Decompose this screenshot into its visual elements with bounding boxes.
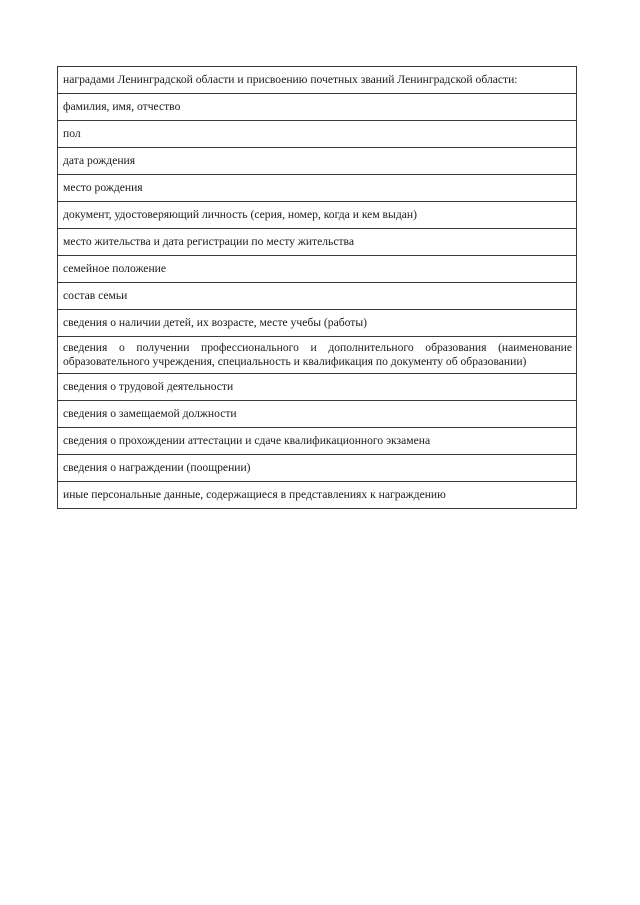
table-row <box>58 455 577 482</box>
table-cell: сведения о замещаемой должности <box>58 401 577 428</box>
table-row <box>58 148 577 175</box>
table-cell: документ, удостоверяющий личность (серия, номер, когда и кем выдан) <box>58 202 577 229</box>
table-cell: пол <box>58 121 577 148</box>
table-cell: сведения о трудовой деятельности <box>58 374 577 401</box>
table-row <box>58 67 577 94</box>
table-row <box>58 175 577 202</box>
table-cell: сведения о наличии детей, их возрасте, месте учебы (работы) <box>58 310 577 337</box>
table-row <box>58 121 577 148</box>
table-cell: сведения о прохождении аттестации и сдаче квалификационного экзамена <box>58 428 577 455</box>
table-cell: состав семьи <box>58 283 577 310</box>
table-row <box>58 428 577 455</box>
table-cell-header: наградами Ленинградской области и присвоению почетных званий Ленинградской области: <box>58 67 577 94</box>
table-row <box>58 337 577 374</box>
table-row <box>58 283 577 310</box>
table-cell: иные персональные данные, содержащиеся в представлениях к награждению <box>58 482 577 509</box>
table-row <box>58 229 577 256</box>
table-cell: семейное положение <box>58 256 577 283</box>
table-row <box>58 202 577 229</box>
table-cell: дата рождения <box>58 148 577 175</box>
table-cell: место рождения <box>58 175 577 202</box>
table-cell: место жительства и дата регистрации по месту жительства <box>58 229 577 256</box>
table-row <box>58 94 577 121</box>
table-cell: сведения о получении профессионального и дополнительного образования (наименование образовательного учреждения, специальность и квалификация по документу об образовании) <box>58 337 577 374</box>
table-cell: фамилия, имя, отчество <box>58 94 577 121</box>
table-row <box>58 401 577 428</box>
table-row <box>58 310 577 337</box>
table-row <box>58 256 577 283</box>
table-row <box>58 482 577 509</box>
table-row <box>58 374 577 401</box>
personal-data-table <box>57 66 577 509</box>
table-cell: сведения о награждении (поощрении) <box>58 455 577 482</box>
